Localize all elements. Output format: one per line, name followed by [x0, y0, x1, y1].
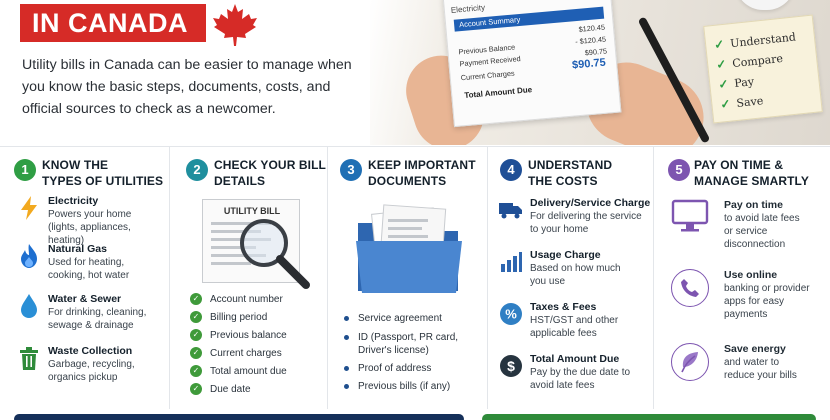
pay-item-online: Use online banking or provider apps for easy payments	[668, 269, 810, 321]
bill-top-label: Electricity	[450, 2, 486, 15]
bill-paper	[443, 0, 622, 127]
svg-text:$: $	[507, 358, 515, 374]
bill-detail-item: ✓ Due date	[190, 383, 251, 395]
phone-icon	[680, 278, 700, 298]
bill-row: Current Charges	[460, 68, 515, 83]
step-4-column	[488, 147, 654, 409]
bullet-dot	[344, 316, 349, 321]
page-title: IN CANADA	[20, 4, 206, 42]
bullet-dot	[344, 384, 349, 389]
checkmark-icon: ✓	[717, 76, 730, 92]
trash-bin-icon	[19, 346, 39, 370]
checklist-notepad	[703, 15, 823, 124]
checkmark-icon: ✓	[719, 96, 732, 112]
check-circle-icon: ✓	[190, 365, 202, 377]
document-folder-icon	[354, 203, 464, 295]
cost-item-total: $ Total Amount Due Pay by the due date to avoid late fees	[498, 353, 630, 392]
checkmark-icon: ✓	[715, 56, 728, 72]
lightning-icon	[19, 196, 39, 220]
document-item: ID (Passport, PR card,	[344, 332, 458, 343]
check-circle-icon: ✓	[190, 329, 202, 341]
step-number-badge: 4	[500, 159, 522, 181]
percent-icon	[499, 302, 523, 326]
step-number-badge: 5	[668, 159, 690, 181]
document-item: Previous bills (if any)	[344, 381, 450, 392]
bill-image-label: UTILITY BILL	[223, 206, 281, 216]
water-drop-icon	[20, 294, 38, 318]
step-title: KEEP IMPORTANT DOCUMENTS	[368, 158, 476, 188]
step-1-column	[0, 147, 170, 409]
bill-detail-item: ✓ Account number	[190, 293, 283, 305]
flame-icon	[19, 244, 39, 268]
step-2-column	[170, 147, 328, 409]
delivery-truck-icon	[499, 201, 523, 219]
step-number-badge: 3	[340, 159, 362, 181]
bill-total-value: $90.75	[571, 56, 607, 72]
check-circle-icon: ✓	[190, 347, 202, 359]
bottom-banner-right	[482, 414, 816, 420]
cost-item-usage: Usage Charge Based on how much you use	[498, 249, 621, 288]
step-5-column	[654, 147, 830, 409]
utility-item-gas: Natural Gas Used for heating, cooking, hot water	[16, 243, 129, 282]
bill-total-label: Total Amount Due	[463, 85, 533, 101]
bullet-dot	[344, 335, 349, 340]
cost-item-taxes: % Taxes & Fees HST/GST and other applicable fees	[498, 301, 618, 340]
step-3-column	[328, 147, 488, 409]
bullet-dot	[344, 366, 349, 371]
maple-leaf-icon	[212, 2, 258, 46]
pay-item-save-energy: Save energy and water to reduce your bills	[668, 343, 797, 382]
checklist-item: ✓ Understand	[713, 29, 797, 52]
check-circle-icon: ✓	[190, 311, 202, 323]
bill-row: Previous Balance - $120.45	[458, 34, 607, 57]
bar-chart-icon	[500, 252, 522, 272]
checklist-item: ✓ Save	[719, 93, 764, 112]
bottom-banner-left	[14, 414, 464, 420]
bill-row: $120.45	[578, 22, 606, 34]
monitor-icon	[671, 199, 709, 233]
step-title: PAY ON TIME & MANAGE SMARTLY	[694, 158, 809, 188]
svg-text:%: %	[505, 306, 517, 322]
step-number-badge: 2	[186, 159, 208, 181]
dollar-icon	[499, 354, 523, 378]
magnifying-glass-icon	[234, 213, 314, 293]
step-title: UNDERSTAND THE COSTS	[528, 158, 613, 188]
utility-item-waste: Waste Collection Garbage, recycling, organics pickup	[16, 345, 135, 384]
bill-detail-item: ✓ Total amount due	[190, 365, 287, 377]
leaf-icon	[680, 351, 700, 373]
document-item: Proof of address	[344, 363, 431, 374]
checkmark-icon: ✓	[713, 36, 725, 52]
bill-detail-item: ✓ Previous balance	[190, 329, 287, 341]
checklist-item: ✓ Pay	[717, 74, 755, 92]
bill-detail-item: ✓ Current charges	[190, 347, 282, 359]
document-item: Service agreement	[344, 313, 442, 324]
pay-item-on-time: Pay on time to avoid late fees or service disconnection	[668, 199, 800, 251]
bill-header: Account Summary	[454, 7, 604, 32]
steps-section	[0, 146, 830, 408]
hero-banner	[0, 0, 830, 145]
intro-text: Utility bills in Canada can be easier to manage when you know the basic steps, documents, costs, and official sources to check as a newcomer.	[22, 57, 352, 117]
check-circle-icon: ✓	[190, 293, 202, 305]
bill-detail-item: ✓ Billing period	[190, 311, 267, 323]
coffee-mug	[735, 0, 795, 10]
check-circle-icon: ✓	[190, 383, 202, 395]
step-number-badge: 1	[14, 159, 36, 181]
cost-item-delivery: Delivery/Service Charge For delivering the service to your home	[498, 197, 650, 236]
document-item-continued: Driver's license)	[358, 345, 429, 356]
utility-item-electricity: Electricity Powers your home (lights, appliances, heating)	[16, 195, 169, 247]
utility-item-water: Water & Sewer For drinking, cleaning, sewage & drainage	[16, 293, 146, 332]
checklist-item: ✓ Compare	[715, 51, 784, 72]
step-title: CHECK YOUR BILL DETAILS	[214, 158, 326, 188]
bill-row: Payment Received $90.75	[459, 46, 608, 69]
step-title: KNOW THE TYPES OF UTILITIES	[42, 158, 164, 188]
